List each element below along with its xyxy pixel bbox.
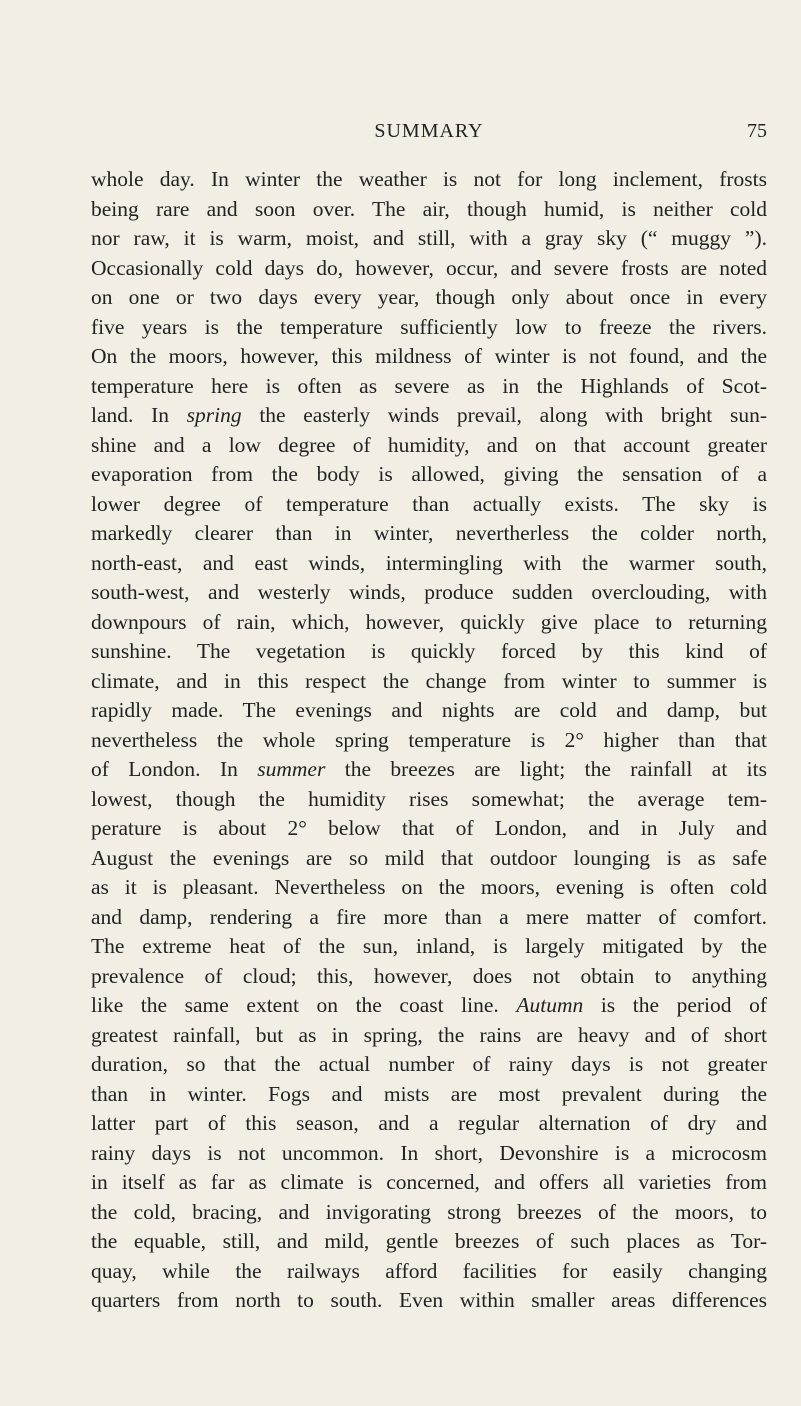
text-line: latter part of this season, and a regular alternation of dry and [91,1111,767,1135]
text-line: rainy days is not uncommon. In short, Devonshire is a microcosm [91,1140,767,1165]
text-run: like the same extent on the coast line. [91,993,517,1017]
text-line: The extreme heat of the sun, inland, is largely mitigated by the [91,934,767,958]
text-line: lower degree of temperature than actually exists. The sky is [91,491,767,516]
text-line: lowest, though the humidity rises somewhat; the average tem- [91,786,767,811]
text-line: temperature here is often as severe as in the Highlands of Scot- [91,373,767,398]
text-line: evaporation from the body is allowed, giving the sensation of a [91,462,767,486]
text-run: is the period of [583,993,767,1017]
text-line: Occasionally cold days do, however, occur, and severe frosts are noted [91,255,767,280]
page-title: SUMMARY [374,120,484,142]
text-run: the breezes are light; the rainfall at its [325,757,767,781]
text-line: the equable, still, and mild, gentle breezes of such places as Tor- [91,1229,767,1253]
emphasized-term: Autumn [516,993,584,1017]
text-line: markedly clearer than in winter, nevertherless the colder north, [91,521,767,545]
text-run: the easterly winds prevail, along with bright sun- [241,403,767,427]
text-line: August the evenings are so mild that outdoor lounging is as safe [91,845,767,870]
text-line: quay, while the railways afford facilities for easily changing [91,1258,767,1283]
text-line: duration, so that the actual number of rainy days is not greater [91,1052,767,1076]
text-line: quarters from north to south. Even within smaller areas differences [91,1288,767,1312]
text-line: prevalence of cloud; this, however, does not obtain to anything [91,963,767,988]
text-line [91,991,767,1021]
text-line: perature is about 2° below that of London, and in July and [91,816,767,840]
text-line: climate, and in this respect the change from winter to summer is [91,668,767,693]
text-line: On the moors, however, this mildness of winter is not found, and the [91,344,767,368]
text-run: of London. In [91,757,258,781]
text-line: on one or two days every year, though only about once in every [91,285,767,309]
body-text [91,165,767,1316]
emphasized-term: spring [186,403,242,427]
text-line: sunshine. The vegetation is quickly forced by this kind of [91,639,767,663]
emphasized-term: summer [257,757,326,781]
text-line [91,401,767,431]
text-line: nor raw, it is warm, moist, and still, with a gray sky (“ muggy ”). [91,226,767,250]
text-line: five years is the temperature sufficiently low to freeze the rivers. [91,314,767,339]
text-line: north-east, and east winds, intermingling with the warmer south, [91,550,767,575]
running-header [91,120,767,150]
text-line: the cold, bracing, and invigorating strong breezes of the moors, to [91,1199,767,1224]
text-line: rapidly made. The evenings and nights are cold and damp, but [91,698,767,722]
text-line: being rare and soon over. The air, though humid, is neither cold [91,196,767,221]
text-line: south-west, and westerly winds, produce sudden overclouding, with [91,580,767,604]
text-line: than in winter. Fogs and mists are most prevalent during the [91,1081,767,1106]
text-line: whole day. In winter the weather is not for long inclement, frosts [91,167,767,191]
text-run: land. In [91,403,187,427]
text-line: as it is pleasant. Nevertheless on the moors, evening is often cold [91,875,767,899]
text-line: greatest rainfall, but as in spring, the rains are heavy and of short [91,1022,767,1047]
text-line: shine and a low degree of humidity, and on that account greater [91,432,767,457]
text-line [91,755,767,785]
text-line: downpours of rain, which, however, quickly give place to returning [91,609,767,634]
page-number: 75 [747,120,767,142]
text-line: nevertheless the whole spring temperature is 2° higher than that [91,727,767,752]
text-line: in itself as far as climate is concerned, and offers all varieties from [91,1170,767,1194]
text-line: and damp, rendering a fire more than a mere matter of comfort. [91,904,767,929]
